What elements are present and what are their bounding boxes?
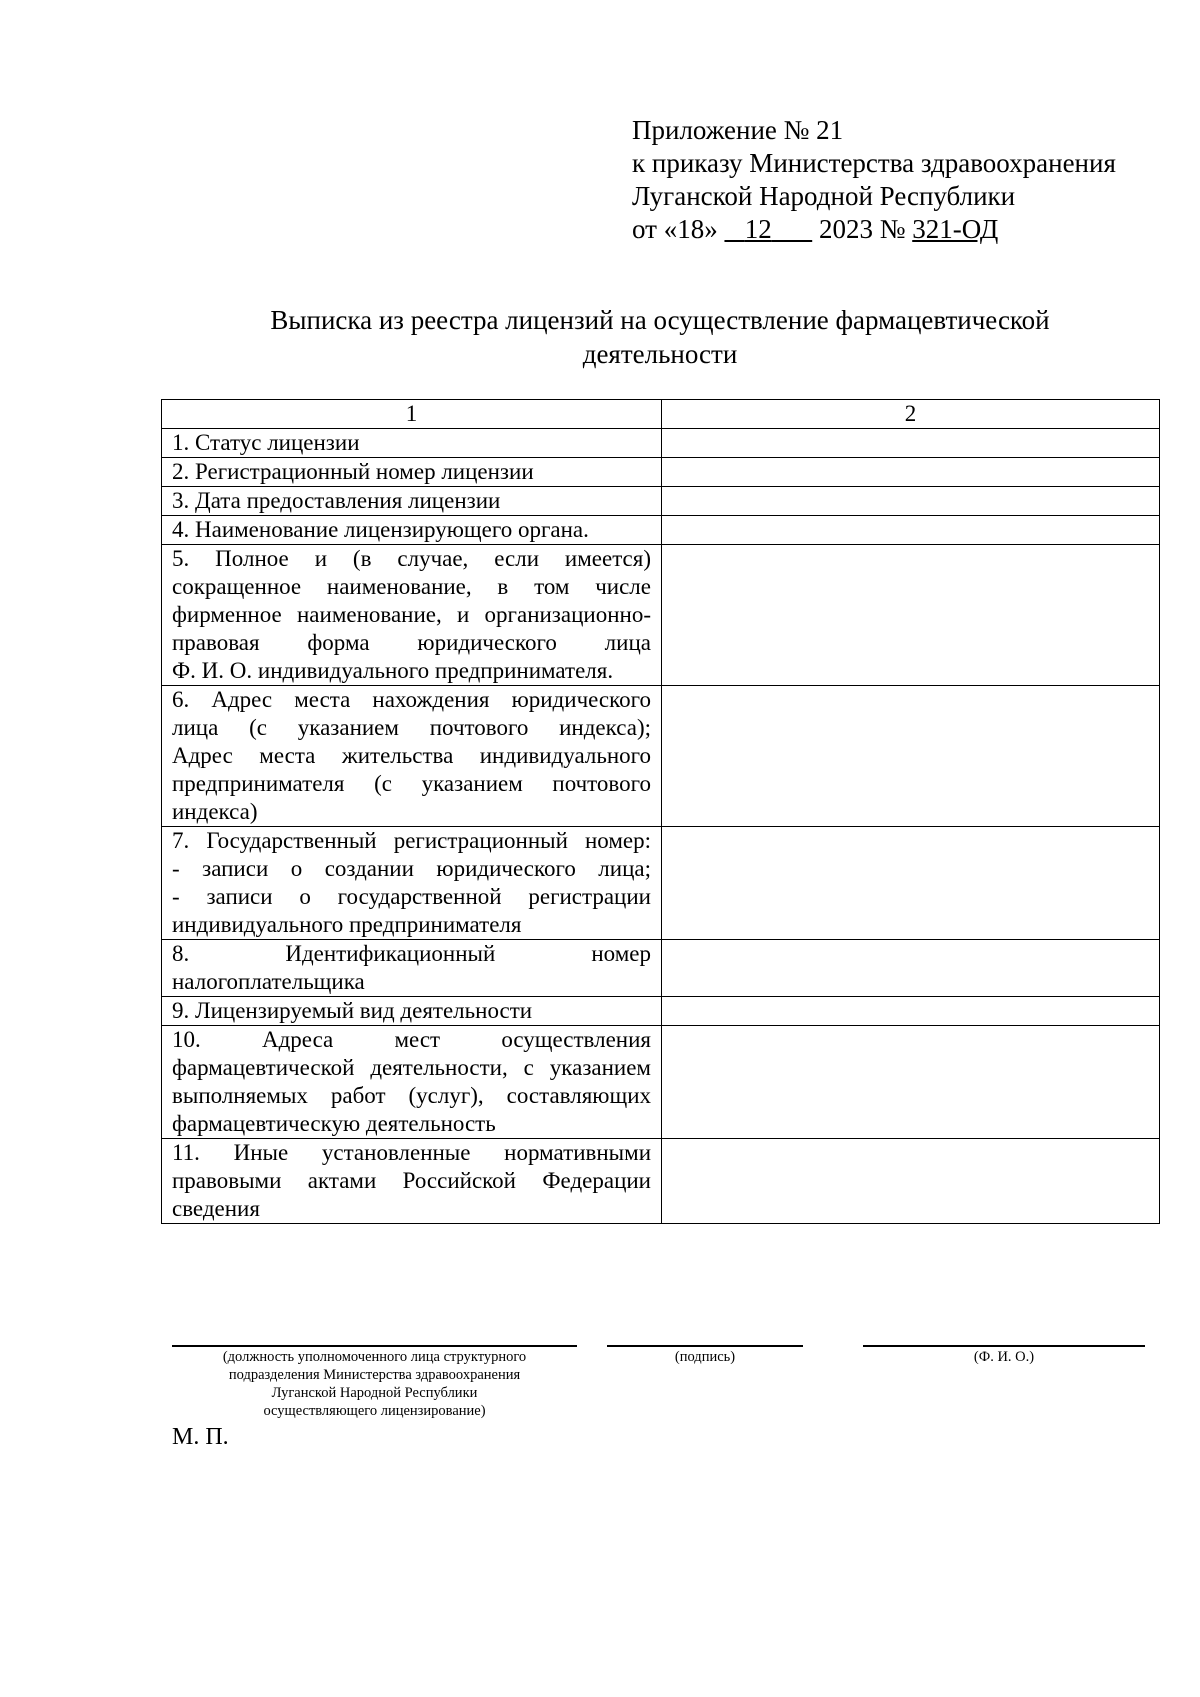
registry-table — [161, 399, 1160, 1224]
row-label-line: 8. Идентификационный номер — [172, 941, 651, 966]
row-label — [162, 429, 662, 458]
row-label-line: 1. Статус лицензии — [172, 430, 360, 455]
table-row — [162, 686, 1160, 827]
row-label-line: налогоплательщика — [172, 969, 365, 994]
row-value — [662, 487, 1160, 516]
row-label — [162, 545, 662, 686]
row-value — [662, 940, 1160, 997]
row-label-line: 7. Государственный регистрационный номер: — [172, 828, 651, 853]
column-header: 2 — [662, 400, 1160, 429]
position-signature-line — [172, 1345, 577, 1347]
row-label-line: правовыми актами Российской Федерации — [172, 1168, 651, 1193]
order-date-line — [632, 213, 1116, 246]
row-label-line: индекса) — [172, 799, 258, 824]
row-label-line: предпринимателя (с указанием почтового — [172, 771, 651, 796]
row-value — [662, 545, 1160, 686]
table-row — [162, 1026, 1160, 1139]
row-label-line: - записи о государственной регистрации — [172, 884, 651, 909]
column-header: 1 — [162, 400, 662, 429]
row-value — [662, 1026, 1160, 1139]
row-label — [162, 458, 662, 487]
row-label-line: выполняемых работ (услуг), составляющих — [172, 1083, 651, 1108]
row-label — [162, 686, 662, 827]
row-value — [662, 1139, 1160, 1224]
name-signature-line — [863, 1345, 1145, 1347]
republic-name: Луганской Народной Республики — [632, 181, 1016, 211]
row-label-line: 2. Регистрационный номер лицензии — [172, 459, 534, 484]
signature-caption: (подпись) — [674, 1349, 736, 1365]
row-label-line: 5. Полное и (в случае, если имеется) — [172, 546, 651, 571]
row-label-line: правовая форма юридического лица — [172, 630, 651, 655]
name-caption: (Ф. И. О.) — [973, 1349, 1035, 1365]
order-reference: к приказу Министерства здравоохранения — [632, 148, 1116, 178]
approval-block — [632, 114, 1116, 246]
row-label-line: фармацевтической деятельности, с указанием — [172, 1055, 651, 1080]
row-label-line: 4. Наименование лицензирующего органа. — [172, 517, 589, 542]
row-value — [662, 516, 1160, 545]
table-header-row — [162, 400, 1160, 429]
row-label — [162, 1026, 662, 1139]
row-label-line: фирменное наименование, и организационно- — [172, 602, 651, 627]
row-label-line: сокращенное наименование, в том числе — [172, 574, 651, 599]
row-label-line: 10. Адреса мест осуществления — [172, 1027, 651, 1052]
table-row — [162, 997, 1160, 1026]
row-value — [662, 429, 1160, 458]
row-label-line: фармацевтическую деятельность — [172, 1111, 496, 1136]
title-line-2: деятельности — [582, 339, 738, 369]
signature-line — [607, 1345, 803, 1347]
row-label-line: 6. Адрес места нахождения юридического — [172, 687, 651, 712]
row-label-line: Адрес места жительства индивидуального — [172, 743, 651, 768]
row-label-line: 9. Лицензируемый вид деятельности — [172, 998, 533, 1023]
table-row — [162, 458, 1160, 487]
row-label — [162, 940, 662, 997]
order-day: от «18» — [632, 214, 718, 244]
order-number: 321-ОД — [912, 214, 999, 244]
row-label — [162, 827, 662, 940]
table-row — [162, 487, 1160, 516]
row-value — [662, 827, 1160, 940]
seal-placeholder: М. П. — [172, 1424, 229, 1450]
row-label-line: лица (с указанием почтового индекса); — [172, 715, 651, 740]
order-month: 12 — [744, 214, 772, 244]
row-value — [662, 997, 1160, 1026]
row-label-line: 3. Дата предоставления лицензии — [172, 488, 501, 513]
table-row — [162, 940, 1160, 997]
row-label-line: индивидуального предпринимателя — [172, 912, 522, 937]
row-label-line: - записи о создании юридического лица; — [172, 856, 651, 881]
document-title — [160, 303, 1160, 371]
table-row — [162, 1139, 1160, 1224]
table-row — [162, 827, 1160, 940]
row-label-line: Ф. И. О. индивидуального предпринимателя. — [172, 658, 614, 683]
row-label — [162, 516, 662, 545]
row-label — [162, 487, 662, 516]
table-row — [162, 545, 1160, 686]
row-value — [662, 458, 1160, 487]
table-row — [162, 516, 1160, 545]
row-label-line: сведения — [172, 1196, 260, 1221]
row-label-line: 11. Иные установленные нормативными — [172, 1140, 651, 1165]
row-label — [162, 997, 662, 1026]
position-caption: (должность уполномоченного лица структурного подразделения Министерства здравоохранения Луганской Народной Республики осуществляющего лицензирование) — [222, 1349, 527, 1419]
row-value — [662, 686, 1160, 827]
order-year: 2023 № — [818, 214, 906, 244]
row-label — [162, 1139, 662, 1224]
table-row — [162, 429, 1160, 458]
title-line-1: Выписка из реестра лицензий на осуществление фармацевтической — [270, 305, 1050, 335]
appendix-number: Приложение № 21 — [632, 115, 844, 145]
